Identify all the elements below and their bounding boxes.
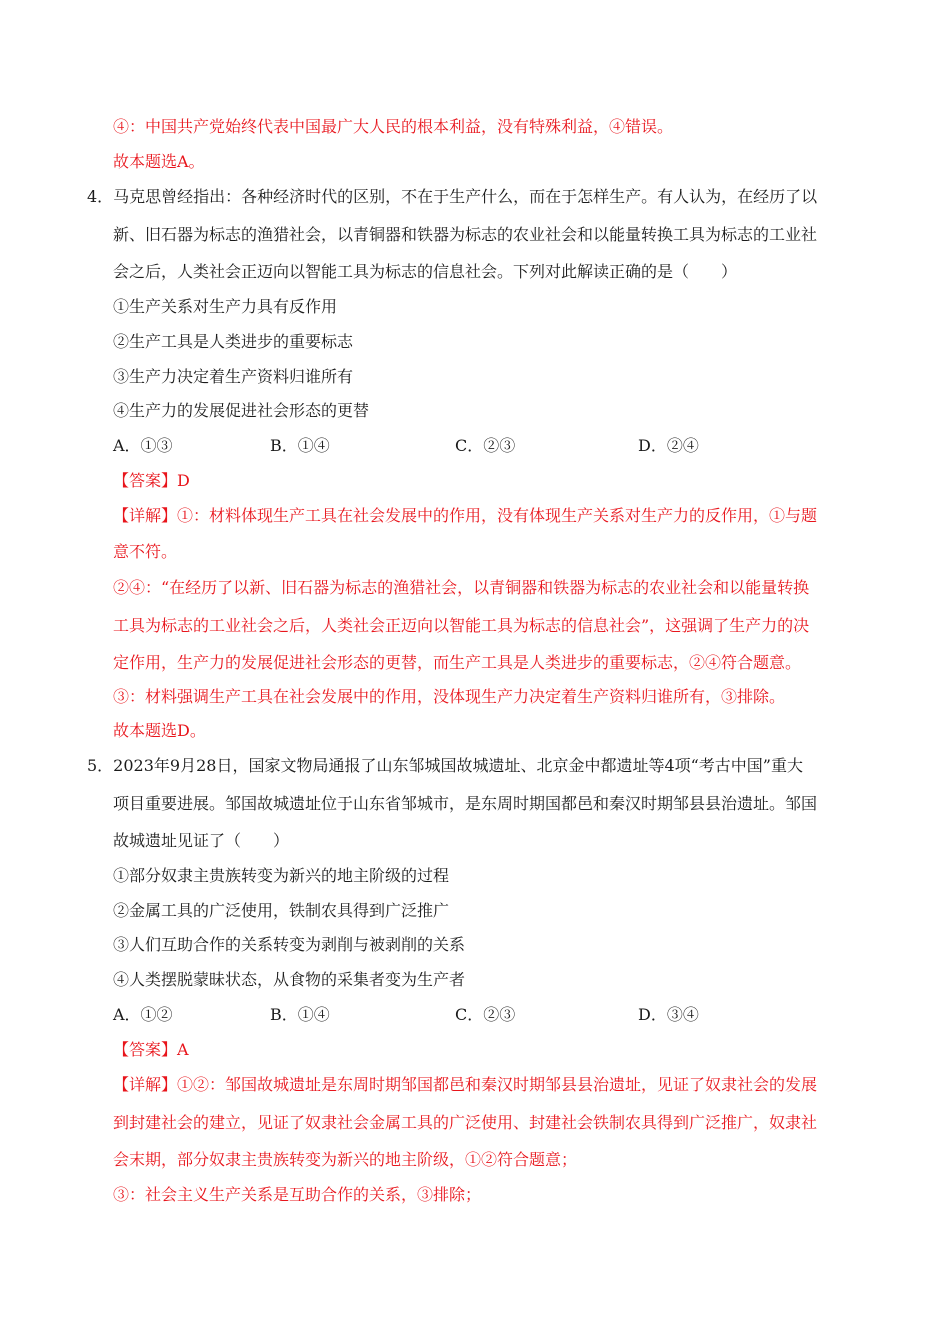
q4-detail-line2: 意不符。 (113, 542, 178, 561)
q5-item-3: ③人们互助合作的关系转变为剥削与被剥削的关系 (113, 935, 466, 954)
q5-stem-line2: 项目重要进展。邹国故城遗址位于山东省邹城市，是东周时期国都邑和秦汉时期邹县县治遗址。邹国 (113, 794, 818, 813)
q5-detail-line1: 【详解】①②：邹国故城遗址是东周时期邹国都邑和秦汉时期邹县县治遗址，见证了奴隶社会的发展 (113, 1075, 818, 1094)
q3-point4: ④：中国共产党始终代表中国最广大人民的根本利益，没有特殊利益，④错误。 (113, 117, 674, 136)
q5-option-c: C．②③ (455, 1005, 516, 1024)
q4-item-2: ②生产工具是人类进步的重要标志 (113, 332, 354, 351)
q5-item-4: ④人类摆脱蒙昧状态，从食物的采集者变为生产者 (113, 970, 466, 989)
q4-stem-line2: 新、旧石器为标志的渔猎社会，以青铜器和铁器为标志的农业社会和以能量转换工具为标志的工业社 (113, 225, 818, 244)
q4-stem-line1: 4．马克思曾经指出：各种经济时代的区别，不在于生产什么，而在于怎样生产。有人认为，在经历了以 (87, 187, 818, 206)
q5-stem-line1: 5．2023年9月28日，国家文物局通报了山东邹城国故城遗址、北京金中都遗址等4项“考古中国”重大 (87, 756, 803, 775)
q5-option-a: A．①② (113, 1005, 173, 1024)
q5-detail-line3: 会末期，部分奴隶主贵族转变为新兴的地主阶级，①②符合题意； (113, 1150, 578, 1169)
q4-item-1: ①生产关系对生产力具有反作用 (113, 297, 338, 316)
q4-option-c: C．②③ (455, 436, 516, 455)
q4-option-d: D．②④ (638, 436, 699, 455)
q3-conclusion: 故本题选A。 (113, 152, 205, 171)
q5-option-d: D．③④ (638, 1005, 699, 1024)
q4-item-3: ③生产力决定着生产资料归谁所有 (113, 367, 354, 386)
q5-detail-line2: 到封建社会的建立，见证了奴隶社会金属工具的广泛使用、封建社会铁制农具得到广泛推广，奴隶社 (113, 1113, 818, 1132)
q4-option-a: A．①③ (113, 436, 173, 455)
q4-option-b: B．①④ (270, 436, 330, 455)
q4-detail-line1: 【详解】①：材料体现生产工具在社会发展中的作用，没有体现生产关系对生产力的反作用，①与题 (113, 506, 818, 525)
q5-option-b: B．①④ (270, 1005, 330, 1024)
q4-item-4: ④生产力的发展促进社会形态的更替 (113, 401, 370, 420)
q4-detail-line5: 定作用，生产力的发展促进社会形态的更替，而生产工具是人类进步的重要标志，②④符合题意。 (113, 653, 802, 672)
q5-item-2: ②金属工具的广泛使用，铁制农具得到广泛推广 (113, 901, 450, 920)
q4-detail-line4: 工具为标志的工业社会之后，人类社会正迈向以智能工具为标志的信息社会”，这强调了生产力的决 (113, 616, 810, 635)
q4-answer: 【答案】D (113, 471, 190, 490)
q4-detail-line6: ③：材料强调生产工具在社会发展中的作用，没体现生产力决定着生产资料归谁所有，③排除。 (113, 687, 786, 706)
q4-conclusion: 故本题选D。 (113, 721, 206, 740)
q5-stem-line3: 故城遗址见证了（ ） (113, 831, 290, 850)
q5-answer: 【答案】A (113, 1040, 189, 1059)
q4-detail-line3: ②④：“在经历了以新、旧石器为标志的渔猎社会，以青铜器和铁器为标志的农业社会和以能量转换 (113, 578, 810, 597)
q4-stem-line3: 会之后，人类社会正迈向以智能工具为标志的信息社会。下列对此解读正确的是（ ） (113, 262, 738, 281)
q5-item-1: ①部分奴隶主贵族转变为新兴的地主阶级的过程 (113, 866, 450, 885)
q5-detail-line4: ③：社会主义生产关系是互助合作的关系，③排除； (113, 1185, 482, 1204)
